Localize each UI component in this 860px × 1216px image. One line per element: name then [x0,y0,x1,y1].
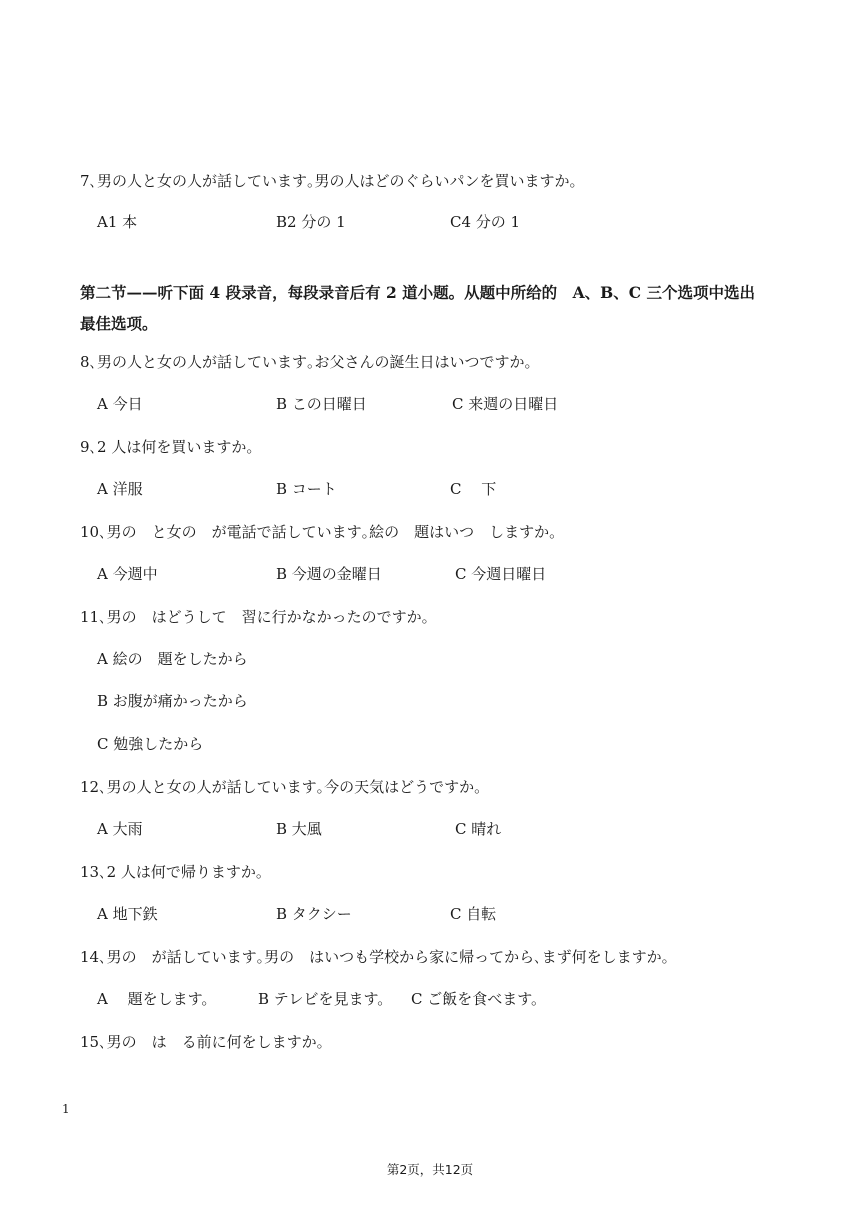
q13-option-b: B タクシー [276,905,352,923]
q10-option-b: B 今週の金曜日 [276,565,382,583]
question-14: 14､男の が話しています｡男の はいつも学校から家に帰ってから､まず何をしますか｡ [80,948,670,966]
question-12: 12､男の人と女の人が話しています｡今の天気はどうですか｡ [80,778,482,796]
q7-option-a: A1 本 [97,213,138,231]
q10-option-a: A 今週中 [97,565,158,583]
q8-option-c: C 来週の日曜日 [452,395,559,413]
q9-option-a: A 洋服 [97,480,143,498]
section-2-instructions-line2: 最佳选项。 [80,314,158,333]
q8-option-a: A 今日 [97,395,143,413]
q8-option-b: B この日曜日 [276,395,367,413]
question-11: 11､男の はどうして 習に行かなかったのですか｡ [80,608,430,626]
q11-option-b: B お腹が痛かったから [97,692,248,710]
question-8: 8､男の人と女の人が話しています｡お父さんの誕生日はいつですか｡ [80,353,533,371]
q9-option-b: B コート [276,480,337,498]
q12-option-a: A 大雨 [97,820,143,838]
question-9: 9､2 人は何を買いますか｡ [80,438,254,456]
page-corner-mark: 1 [62,1102,70,1116]
q9-option-c: C 下 [450,480,497,498]
q14-option-c: C ご飯を食べます。 [411,990,547,1008]
q11-option-c: C 勉強したから [97,735,204,753]
q14-option-b: B テレビを見ます。 [258,990,393,1008]
section-2-instructions-line1: 第二节——听下面 4 段录音，每段录音后有 2 道小题。从题中所给的 A、B、C 三个选项中选出 [80,283,756,302]
question-10: 10､男の と女の が電話で話しています｡絵の 題はいつ しますか｡ [80,523,557,541]
q7-option-b: B2 分の 1 [276,213,346,231]
q7-option-c: C4 分の 1 [450,213,521,231]
page-footer: 第2页，共12页 [386,1162,474,1177]
q11-option-a: A 絵の 題をしたから [97,650,248,668]
q13-option-c: C 自転 [450,905,497,923]
q10-option-c: C 今週日曜日 [455,565,547,583]
q12-option-b: B 大風 [276,820,322,838]
question-7: 7､男の人と女の人が話しています｡男の人はどのぐらいパンを買いますか｡ [80,172,578,190]
question-15: 15､男の は る前に何をしますか｡ [80,1033,325,1051]
q12-option-c: C 晴れ [455,820,502,838]
q13-option-a: A 地下鉄 [97,905,158,923]
question-13: 13､2 人は何で帰りますか｡ [80,863,264,881]
q14-option-a: A 題をします。 [97,990,217,1008]
